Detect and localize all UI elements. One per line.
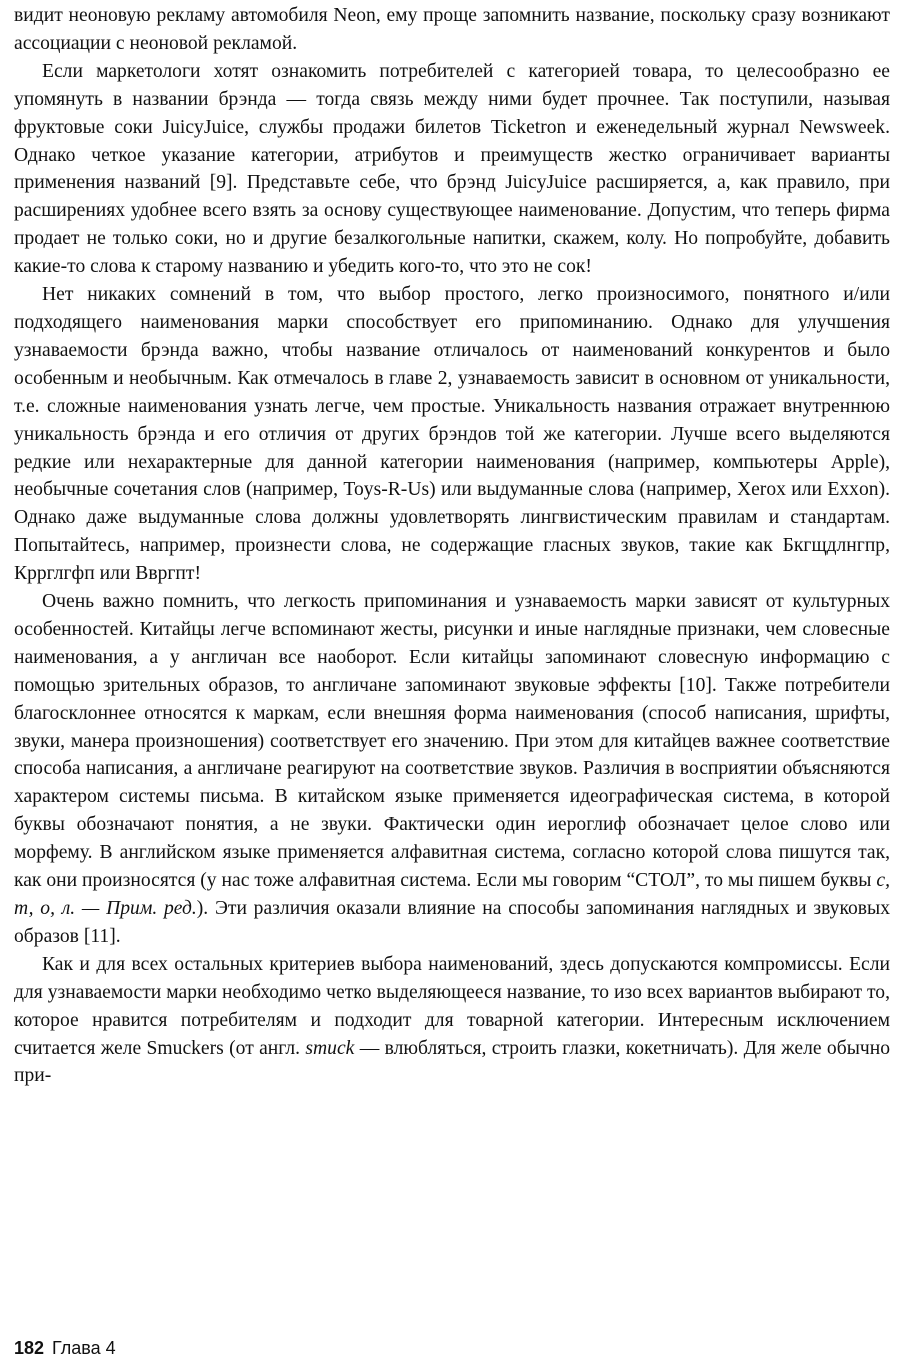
paragraph-4-tail: ). Эти различия оказали влияние на способы запоминания наглядных и звуковых образов [11]. — [14, 898, 890, 947]
paragraph-1: видит неоновую рекламу автомобиля Neon, ему проще запомнить название, поскольку сразу возникают ассоциации с неоновой рекламой. — [14, 5, 890, 54]
paragraph-3: Нет никаких сомнений в том, что выбор простого, легко произносимого, понятного и/или подходящего наименования марки способствует его припоминанию. Однако для улучшения узнаваемости брэнда важно, чтобы название отличалось от наименований конкурентов и было особенным и необычным. Как отмечалось в главе 2, узнаваемость зависит в основном от уникальности, т.е. сложные наименования узнать легче, чем простые. Уникальность названия отражает внутреннюю уникальность брэнда и его отличия от других брэндов той же категории. Лучше всего выделяются редкие или нехарактерные для данной категории наименования (например, компьютеры Apple), необычные сочетания слов (например, Toys-R-Us) или выдуманные слова (например, Xerox или Exxon). Однако даже выдуманные слова должны удовлетворять лингвистическим правилам и стандартам. Попытайтесь, например, произнести слова, не содержащие гласных звуков, такие как Бкгщдлнгпр, Кррглгфп или Ввргпт! — [14, 284, 890, 585]
page-footer — [14, 1337, 116, 1359]
paragraph-5-italic: smuck — [305, 1037, 355, 1059]
paragraph-4 — [14, 588, 890, 951]
paragraph-4-italic: с, т, о, л. — Прим. ред. — [14, 870, 890, 919]
paragraph-5-tail: — влюбляться, строить глазки, кокетничать). Для желе обычно при- — [14, 1037, 891, 1087]
paragraph-2: Если маркетологи хотят ознакомить потребителей с категорией товара, то целесообразно ее упомянуть в названии брэнда — тогда связь между ними будет прочнее. Так поступили, называя фруктовые соки JuicyJuice, службы продажи билетов Ticketron и еженедельный журнал Newsweek. Однако четкое указание категории, атрибутов и преимуществ жестко ограничивает варианты применения названий [9]. Представьте себе, что брэнд JuicyJuice расширяется, а, как правило, при расширениях удобнее всего взять за основу существующее наименование. Допустим, что теперь фирма продает не только соки, но и другие безалкогольные напитки, скажем, колу. Но попробуйте, добавить какие-то слова к старому названию и убедить кого-то, что это не сок! — [14, 60, 890, 278]
page-body — [14, 2, 890, 1090]
chapter-label: Глава 4 — [52, 1338, 116, 1358]
paragraph-5-text: Как и для всех остальных критериев выбора наименований, здесь допускаются компромиссы. Если для узнаваемости марки необходимо четко выделяющееся название, то изо всех вариантов выбирают то, которое нравится потребителям и подходит для товарной категории. Интересным исключением считается желе Smuckers (от англ. — [14, 953, 890, 1059]
paragraph-4-text: Очень важно помнить, что легкость припоминания и узнаваемость марки зависят от культурных особенностей. Китайцы легче вспоминают жесты, рисунки и иные наглядные признаки, чем словесные наименования, а у англичан все наоборот. Если китайцы запоминают словесную информацию с помощью зрительных образов, то англичане запоминают звуковые эффекты [10]. Также потребители благосклоннее относятся к маркам, если внешняя форма наименования (способ написания, шрифты, звуки, манера произношения) соответствует его значению. При этом для китайцев важнее соответствие способа написания, а англичане реагируют на соответствие звуков. Различия в восприятии объясняются характером системы письма. В китайском языке применяется идеографическая система, в которой буквы обозначают понятия, а не звуки. Фактически один иероглиф обозначает целое слово или морфему. В английском языке применяется алфавитная система, согласно которой слова пишутся так, как они произносятся (у нас тоже алфавитная система. Если мы говорим “СТОЛ”, то мы пишем буквы — [14, 591, 890, 892]
paragraph-5 — [14, 951, 890, 1091]
page-number: 182 — [14, 1338, 45, 1358]
